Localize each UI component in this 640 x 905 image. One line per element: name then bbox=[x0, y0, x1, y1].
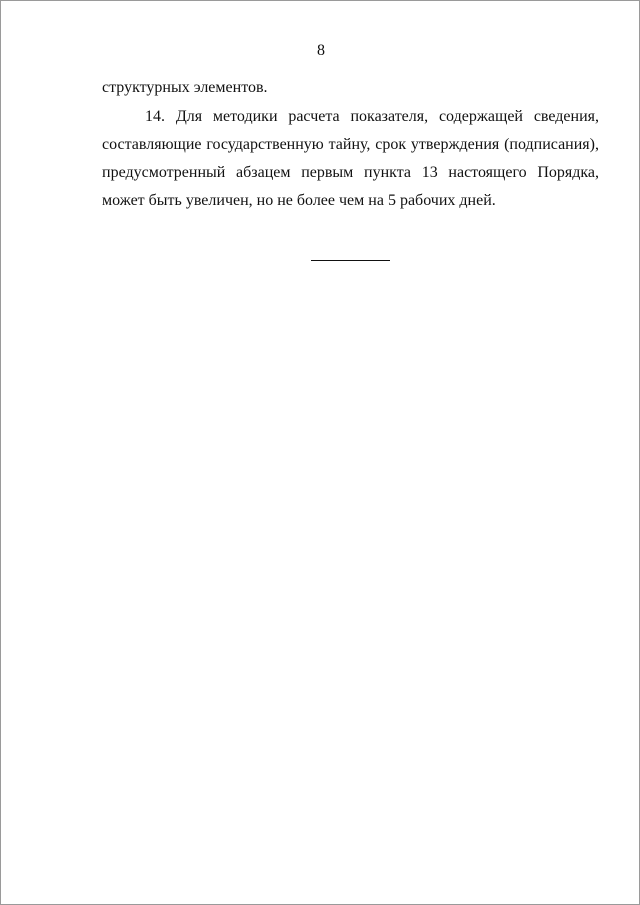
page-number: 8 bbox=[317, 42, 325, 59]
paragraph-14: 14. Для методики расчета показателя, содержащей сведения, составляющие государственную тайну, срок утверждения (подписания), предусмотренный абзацем первым пункта 13 настоящего Порядка, может быть увеличен, но не более чем на 5 рабочих дней. bbox=[102, 108, 599, 209]
end-of-document-rule bbox=[311, 260, 390, 261]
continuation-line: структурных элементов. bbox=[102, 79, 268, 96]
